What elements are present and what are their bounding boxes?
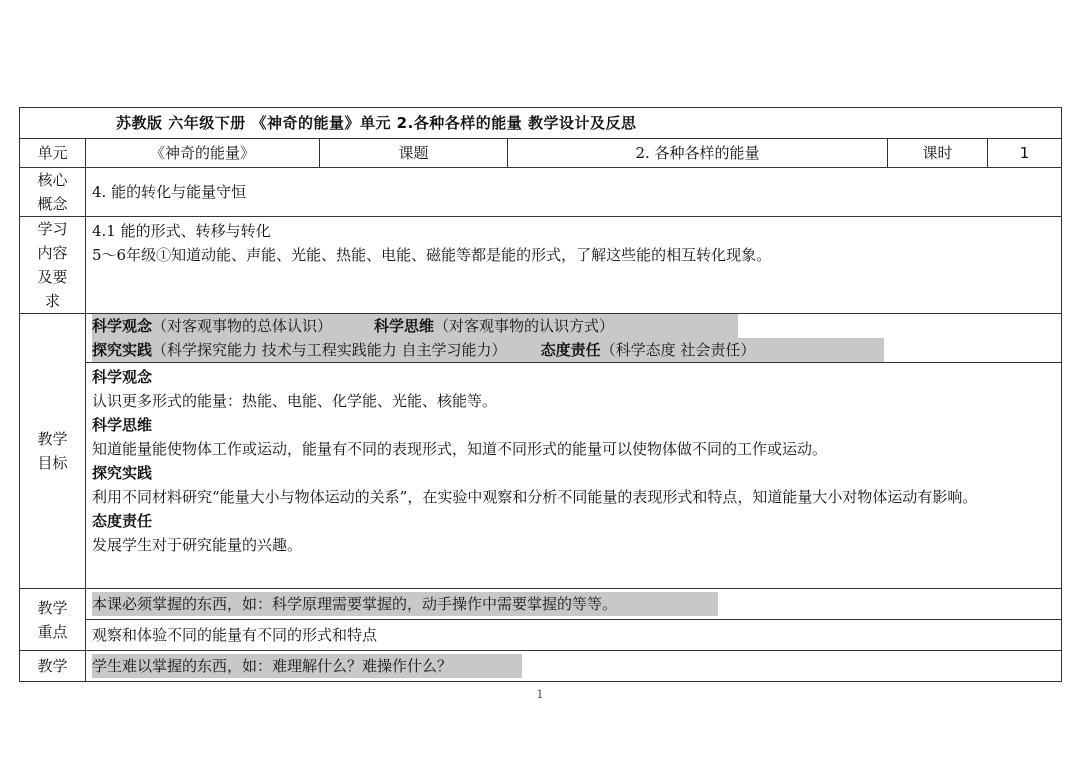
goal-details-row (20, 363, 1062, 589)
page-number: 1 (536, 688, 544, 701)
unit-row (20, 139, 1062, 168)
lesson-label: 课题 (320, 139, 508, 168)
key-points-label: 教学重点 (37, 598, 68, 641)
goal-3-text: 利用不同材料研究“能量大小与物体运动的关系”，在实验中观察和分析不同能量的表现形式和特点，知道能量大小对物体运动有影响。 (92, 488, 978, 506)
dimension-d-desc: （科学态度 社会责任） (600, 341, 756, 359)
dimension-a-title: 科学观念 (92, 317, 153, 335)
key-points-hint-row (20, 589, 1062, 620)
hours-value: 1 (988, 139, 1062, 168)
goal-dimensions-cell (86, 314, 1062, 363)
key-points-text: 观察和体验不同的能量有不同的形式和特点 (86, 620, 1062, 651)
goal-details-cell (86, 363, 1062, 589)
core-concept-label: 核心概念 (37, 171, 68, 213)
goal-4-title: 态度责任 (92, 512, 153, 530)
goal-4-text: 发展学生对于研究能量的兴趣。 (92, 536, 303, 554)
key-points-row (20, 620, 1062, 651)
difficulty-hint: 学生难以掌握的东西，如：难理解什么？难操作什么？ (92, 654, 522, 678)
unit-label: 单元 (20, 139, 86, 168)
goal-2-text: 知道能量能使物体工作或运动，能量有不同的表现形式，知道不同形式的能量可以使物体做不同的工作或运动。 (92, 440, 828, 458)
title-row (20, 108, 1062, 139)
lesson-plan-table (19, 107, 1062, 682)
difficulty-row (20, 651, 1062, 682)
lesson-name: 2. 各种各样的能量 (508, 139, 888, 168)
goal-3-title: 探究实践 (92, 464, 153, 482)
dimension-b-title: 科学思维 (374, 317, 435, 335)
difficulty-label: 教学 (20, 651, 86, 682)
teaching-goals-label: 教学目标 (37, 430, 68, 472)
goal-1-text: 认识更多形式的能量：热能、电能、化学能、光能、核能等。 (92, 392, 498, 410)
unit-name: 《神奇的能量》 (86, 139, 320, 168)
learning-line-1: 4.1 能的形式、转移与转化 (92, 222, 271, 240)
dimension-d-title: 态度责任 (540, 341, 601, 359)
learning-content-row (20, 217, 1062, 314)
dimension-c-title: 探究实践 (92, 341, 153, 359)
core-concept-text: 4. 能的转化与能量守恒 (86, 168, 1062, 217)
key-points-hint: 本课必须掌握的东西，如：科学原理需要掌握的，动手操作中需要掌握的等等。 (92, 592, 718, 616)
learning-content-cell (86, 217, 1062, 314)
goal-1-title: 科学观念 (92, 368, 153, 386)
learning-content-label: 学习内容及要求 (37, 220, 68, 310)
hours-label: 课时 (888, 139, 988, 168)
core-concept-row (20, 168, 1062, 217)
learning-line-2: 5～6年级①知道动能、声能、光能、热能、电能、磁能等都是能的形式，了解这些能的相互转化现象。 (92, 246, 772, 264)
document-title: 苏教版 六年级下册 《神奇的能量》单元 2.各种各样的能量 教学设计及反思 (20, 108, 1062, 139)
dimension-c-desc: （科学探究能力 技术与工程实践能力 自主学习能力） (152, 341, 507, 359)
dimension-a-desc: （对客观事物的总体认识） (152, 317, 333, 335)
dimension-b-desc: （对客观事物的认识方式） (434, 317, 615, 335)
goal-dimensions-row (20, 314, 1062, 363)
goal-2-title: 科学思维 (92, 416, 153, 434)
